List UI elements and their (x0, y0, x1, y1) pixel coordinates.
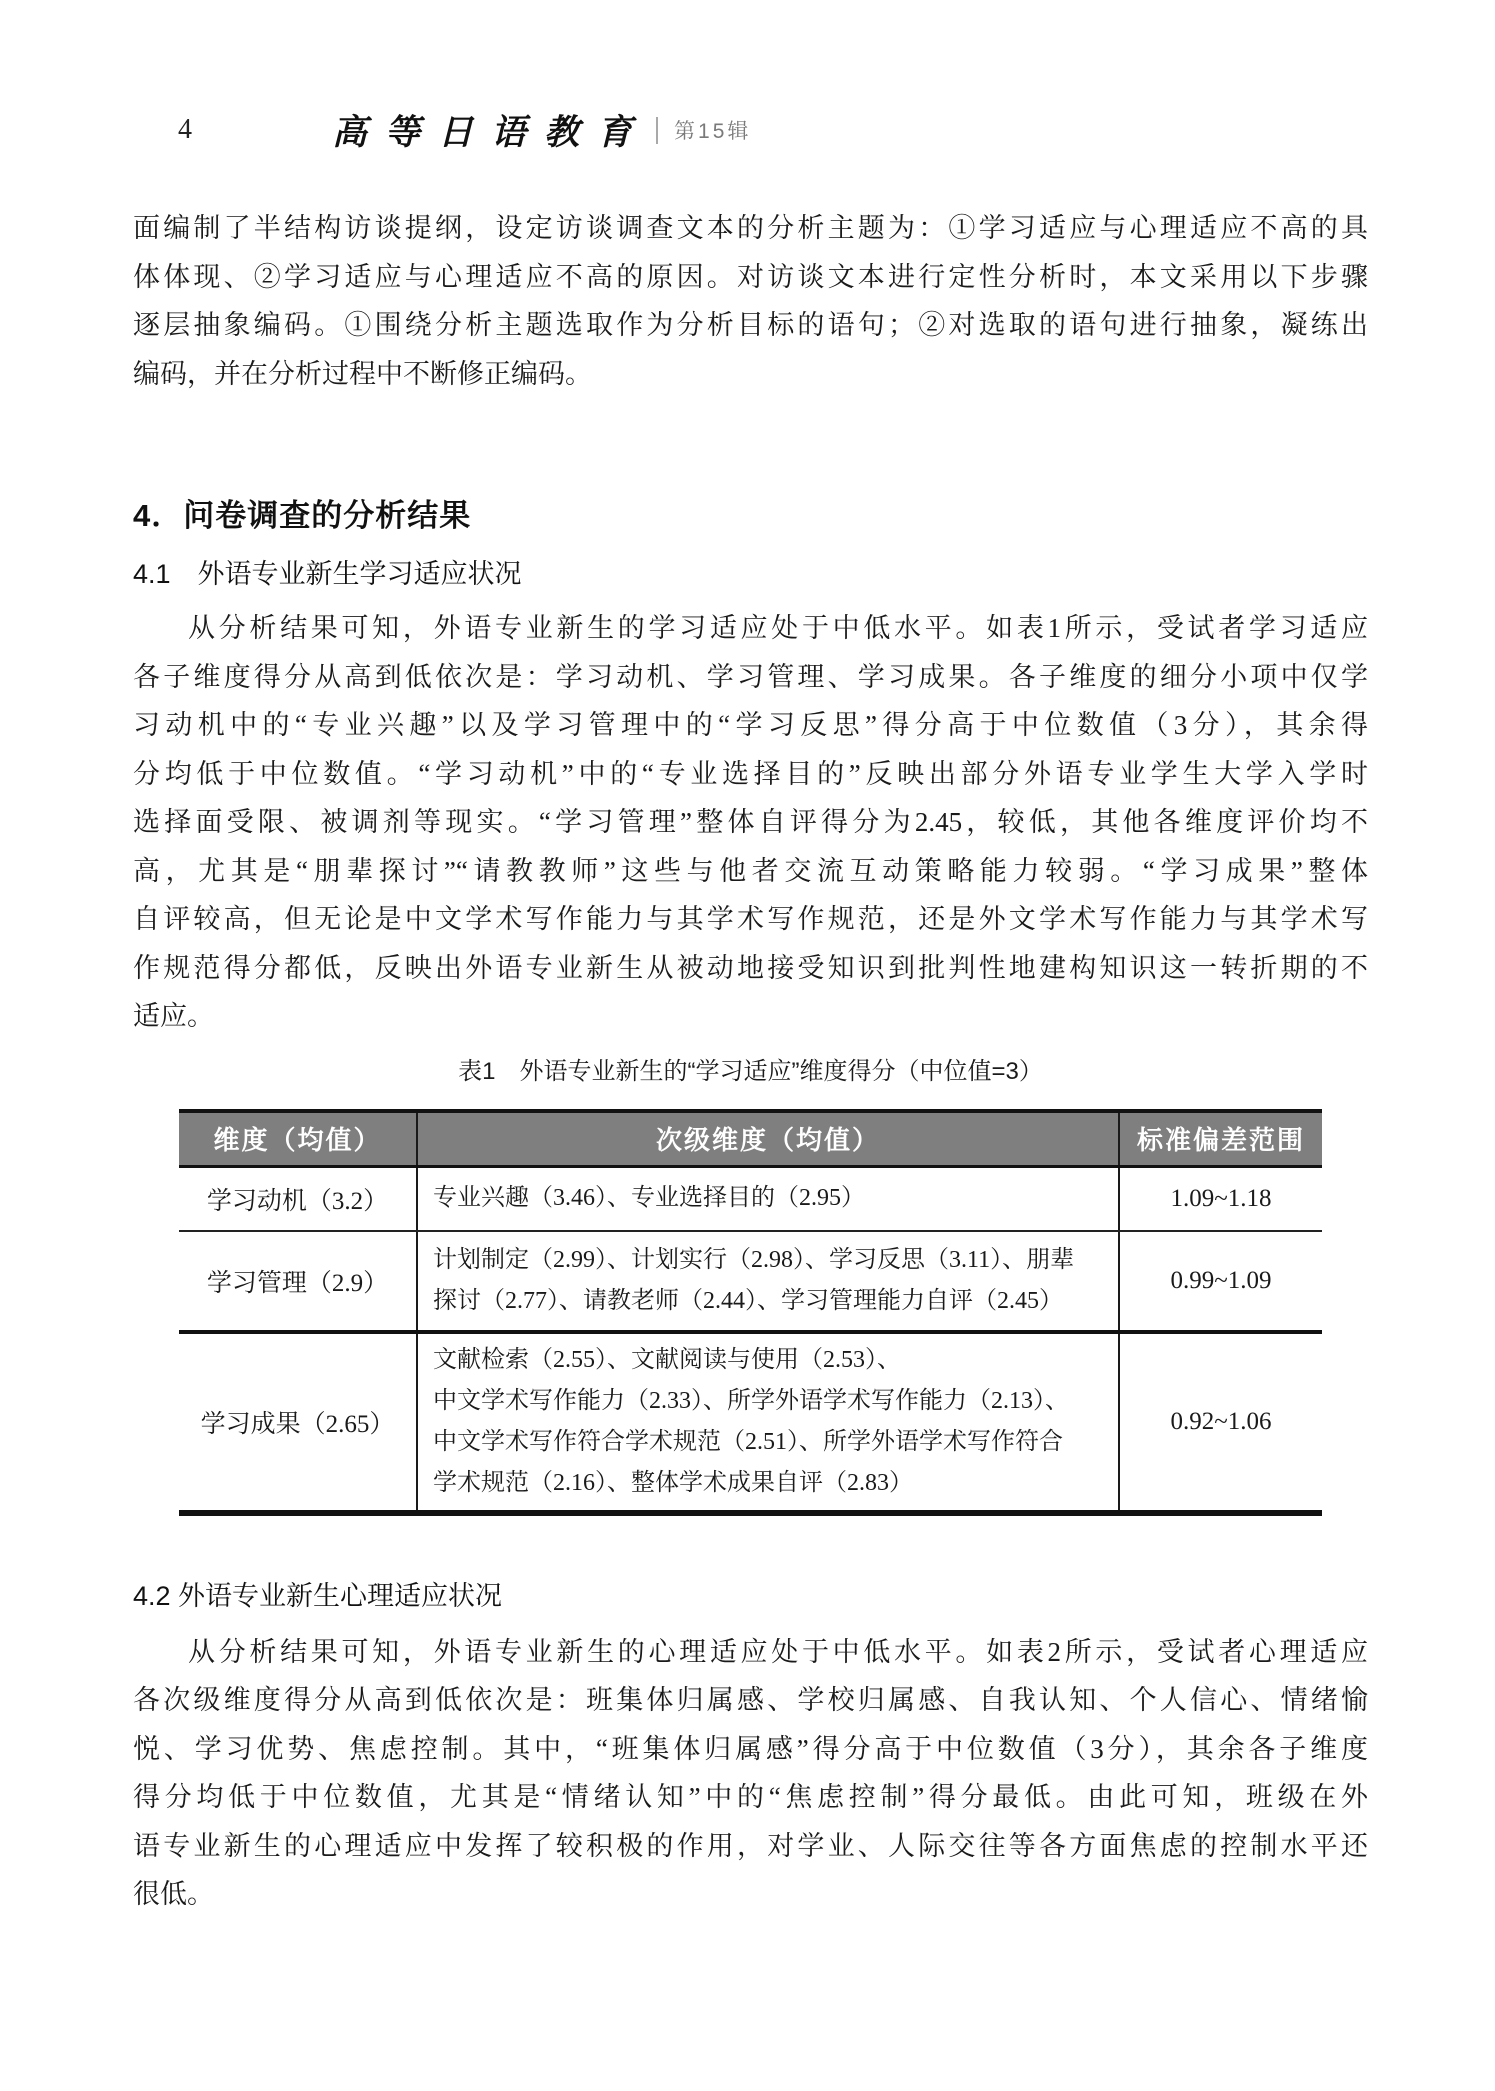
text-line: 面编制了半结构访谈提纲，设定访谈调查文本的分析主题为：①学习适应与心理适应不高的具 (133, 213, 1368, 243)
cell-line: 文献检索（2.55）、文献阅读与使用（2.53）、 (433, 1346, 901, 1373)
cell-sd-range: 0.92~1.06 (1119, 1332, 1322, 1513)
table-row (179, 1166, 1322, 1231)
column-header-sd-range: 标准偏差范围 (1119, 1111, 1322, 1167)
journal-title: 高等日语教育 (332, 112, 651, 153)
paragraph-4-2 (133, 1628, 1368, 1919)
section-heading-4: 4．问卷调查的分析结果 (133, 498, 472, 533)
cell-dimension: 学习动机（3.2） (179, 1166, 417, 1231)
text-line: 高，尤其是“朋辈探讨”“请教教师”这些与他者交流互动策略能力较弱。“学习成果”整体 (133, 855, 1368, 886)
running-header (133, 106, 1368, 154)
paragraph-4-1 (133, 604, 1368, 1041)
table-row (179, 1231, 1322, 1332)
text-line: 得分均低于中位数值，尤其是“情绪认知”中的“焦虑控制”得分最低。由此可知，班级在外 (133, 1782, 1368, 1812)
cell-sd-range: 1.09~1.18 (1119, 1166, 1322, 1231)
cell-line: 专业兴趣（3.46）、专业选择目的（2.95） (433, 1185, 865, 1211)
cell-line: 探讨（2.77）、请教老师（2.44）、学习管理能力自评（2.45） (433, 1287, 1063, 1314)
subsection-heading-41: 4.1 外语专业新生学习适应状况 (133, 559, 522, 589)
text-line: 从分析结果可知，外语专业新生的心理适应处于中低水平。如表2所示，受试者心理适应 (188, 1636, 1368, 1667)
text-line: 语专业新生的心理适应中发挥了较积极的作用，对学业、人际交往等各方面焦虑的控制水平还 (133, 1830, 1368, 1861)
cell-subdimensions (417, 1231, 1119, 1332)
text-line: 逐层抽象编码。①围绕分析主题选取作为分析目标的语句；②对选取的语句进行抽象，凝练出 (133, 310, 1368, 340)
cell-subdimensions (417, 1332, 1119, 1513)
text-line: 习动机中的“专业兴趣”以及学习管理中的“学习反思”得分高于中位数值（3分），其余得 (133, 710, 1368, 740)
column-header-subdimension: 次级维度（均值） (417, 1111, 1119, 1167)
text-line: 分均低于中位数值。“学习动机”中的“专业选择目的”反映出部分外语专业学生大学入学时 (133, 758, 1368, 789)
cell-dimension: 学习管理（2.9） (179, 1231, 417, 1332)
cell-line: 学术规范（2.16）、整体学术成果自评（2.83） (433, 1469, 913, 1496)
text-line: 自评较高，但无论是中文学术写作能力与其学术写作规范，还是外文学术写作能力与其学术写 (133, 904, 1368, 934)
text-line: 各子维度得分从高到低依次是：学习动机、学习管理、学习成果。各子维度的细分小项中仅学 (133, 661, 1368, 692)
cell-line: 中文学术写作能力（2.33）、所学外语学术写作能力（2.13）、 (433, 1387, 1069, 1414)
page-number: 4 (178, 114, 192, 145)
table-caption: 表1 外语专业新生的“学习适应”维度得分（中位值=3） (458, 1057, 1043, 1085)
cell-subdimensions (417, 1166, 1119, 1231)
text-line: 悦、学习优势、焦虑控制。其中，“班集体归属感”得分高于中位数值（3分），其余各子维度 (133, 1733, 1368, 1764)
text-line: 选择面受限、被调剂等现实。“学习管理”整体自评得分为2.45，较低，其他各维度评价均不 (133, 807, 1368, 837)
text-line: 作规范得分都低，反映出外语专业新生从被动地接受知识到批判性地建构知识这一转折期的不 (133, 952, 1368, 983)
text-line: 各次级维度得分从高到低依次是：班集体归属感、学校归属感、自我认知、个人信心、情绪愉 (133, 1685, 1368, 1715)
text-line: 编码，并在分析过程中不断修正编码。 (133, 358, 592, 389)
table-header-row (179, 1111, 1322, 1167)
text-line: 体体现、②学习适应与心理适应不高的原因。对访谈文本进行定性分析时，本文采用以下步骤 (133, 261, 1368, 292)
cell-line: 中文学术写作符合学术规范（2.51）、所学外语学术写作符合 (433, 1428, 1063, 1455)
text-line: 很低。 (133, 1879, 214, 1909)
score-table (179, 1109, 1322, 1516)
header-separator (656, 117, 658, 144)
cell-line: 计划制定（2.99）、计划实行（2.98）、学习反思（3.11）、朋辈 (433, 1246, 1075, 1273)
cell-sd-range: 0.99~1.09 (1119, 1231, 1322, 1332)
paragraph-intro (133, 204, 1368, 398)
table-row (179, 1332, 1322, 1513)
cell-dimension: 学习成果（2.65） (200, 1410, 395, 1438)
column-header-dimension: 维度（均值） (179, 1111, 417, 1167)
issue-label: 第15辑 (674, 120, 752, 143)
text-line: 从分析结果可知，外语专业新生的学习适应处于中低水平。如表1所示，受试者学习适应 (188, 613, 1368, 643)
text-line: 适应。 (133, 1001, 214, 1031)
subsection-heading-42: 4.2 外语专业新生心理适应状况 (133, 1580, 503, 1611)
